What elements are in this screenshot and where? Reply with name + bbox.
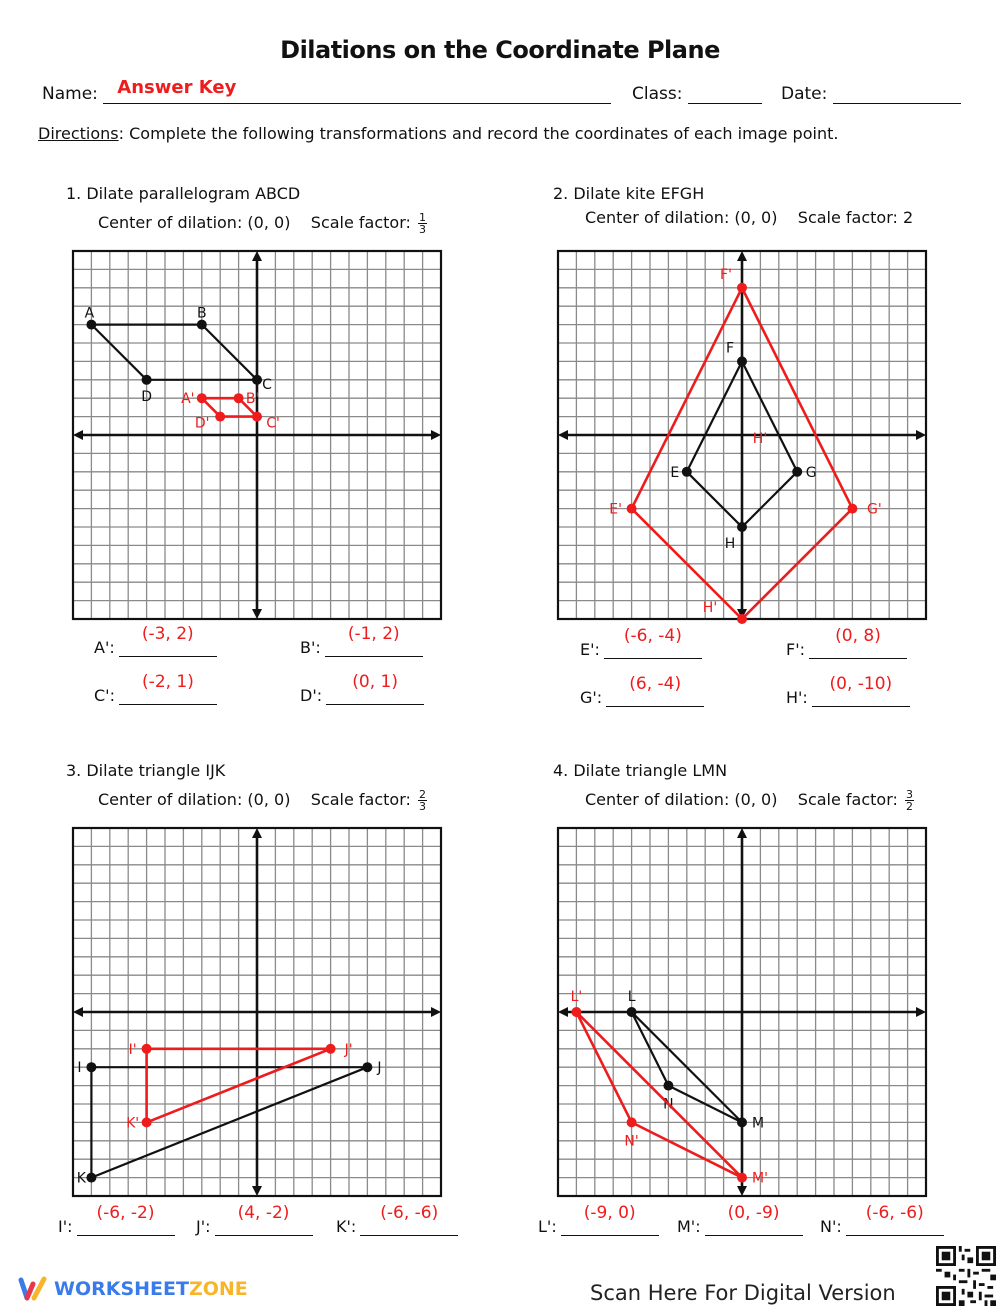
answer-i-field[interactable]: (-6, -2) [77,1215,175,1236]
brand-part2: ZONE [188,1278,248,1300]
svg-text:N: N [663,1096,674,1113]
answer-g-field[interactable]: (6, -4) [606,686,704,707]
directions [38,124,838,143]
answer-d-field[interactable]: (0, 1) [326,684,424,705]
svg-text:D: D [141,388,152,405]
svg-text:G: G [805,464,817,481]
problem-1-title: 1. Dilate parallelogram ABCD [66,184,301,203]
problem-4-title: 4. Dilate triangle LMN [553,761,728,780]
answer-m-field[interactable]: (0, -9) [705,1215,803,1236]
answer-e: E': (-6, -4) [580,638,702,659]
answer-c: C': (-2, 1) [94,684,217,705]
answer-n-field[interactable]: (-6, -6) [846,1215,944,1236]
answer-n: N': (-6, -6) [820,1215,944,1236]
svg-text:H': H' [702,600,718,616]
center-label: Center of dilation: (0, 0) [585,208,778,227]
logo-mark-icon [18,1276,48,1302]
svg-text:M': M' [752,1170,768,1187]
center-label: Center of dilation: (0, 0) [585,790,778,809]
svg-text:J: J [377,1060,382,1077]
problem-4-params [585,789,914,812]
scale-fraction: $\frac{2}{3}$ [419,788,426,813]
svg-text:A: A [84,305,95,322]
answer-i: I': (-6, -2) [58,1215,175,1236]
page-title: Dilations on the Coordinate Plane [280,36,720,64]
svg-text:J': J' [344,1041,353,1058]
svg-text:L: L [627,989,636,1005]
svg-text:H': H' [752,431,768,447]
svg-text:I: I [77,1060,82,1077]
answer-j-field[interactable]: (4, -2) [215,1215,313,1236]
svg-text:F: F [725,340,735,357]
scale-fraction: $\frac{3}{2}$ [906,788,913,813]
date-label: Date: [781,84,828,104]
svg-text:K: K [76,1170,86,1187]
date-field [781,84,961,104]
svg-text:E': E' [609,501,622,518]
class-field [632,84,762,104]
answer-h: H': (0, -10) [786,686,910,707]
scale-label: Scale factor: 2 [797,208,914,227]
qr-code-icon[interactable] [936,1246,996,1306]
answer-k: K': (-6, -6) [336,1215,458,1236]
worksheetzone-logo[interactable] [18,1276,248,1302]
svg-text:C: C [262,376,272,393]
problem-2-params [585,208,913,227]
problem-3-params [98,789,427,812]
answer-g: G': (6, -4) [580,686,704,707]
problem-1-params [98,212,427,235]
answer-j: J': (4, -2) [196,1215,313,1236]
answer-c-field[interactable]: (-2, 1) [119,684,217,705]
svg-text:C': C' [266,415,280,432]
answer-l-field[interactable]: (-9, 0) [561,1215,659,1236]
answer-b-field[interactable]: (-1, 2) [325,636,423,657]
scale-fraction: $\frac{1}{3}$ [419,211,426,236]
svg-text:A': A' [181,391,195,408]
answer-d: D': (0, 1) [300,684,424,705]
answer-a-field[interactable]: (-3, 2) [119,636,217,657]
scale-label: Scale factor: [797,790,898,809]
name-field [42,77,611,104]
svg-text:B: B [196,305,207,322]
answer-m: M': (0, -9) [677,1215,803,1236]
svg-text:I': I' [128,1041,137,1058]
scale-label: Scale factor: [310,790,411,809]
svg-text:N': N' [624,1133,639,1150]
directions-text: : Complete the following transformations and record the coordinates of each image point. [118,124,839,143]
date-line[interactable] [833,85,961,104]
answer-f: F': (0, 8) [786,638,907,659]
class-line[interactable] [688,85,762,104]
coordinate-grid-2[interactable] [558,251,927,620]
answer-e-field[interactable]: (-6, -4) [604,638,702,659]
scan-text: Scan Here For Digital Version [590,1281,896,1305]
answer-h-field[interactable]: (0, -10) [812,686,910,707]
name-label: Name: [42,84,98,104]
class-label: Class: [632,84,683,104]
svg-text:F': F' [720,266,732,283]
scale-label: Scale factor: [310,213,411,232]
svg-text:B': B' [245,391,260,408]
svg-text:D': D' [194,415,210,432]
center-label: Center of dilation: (0, 0) [98,790,291,809]
svg-text:M: M [751,1115,765,1132]
name-line[interactable] [103,77,611,104]
svg-text:G': G' [867,501,882,518]
answer-a: A': (-3, 2) [94,636,217,657]
problem-2-title: 2. Dilate kite EFGH [553,184,705,203]
center-label: Center of dilation: (0, 0) [98,213,291,232]
coordinate-grid-3[interactable] [73,828,442,1197]
answer-b: B': (-1, 2) [300,636,423,657]
svg-text:K': K' [126,1115,140,1132]
svg-text:H: H [724,536,736,552]
brand-part1: WORKSHEET [54,1278,189,1300]
answer-f-field[interactable]: (0, 8) [809,638,907,659]
problem-3-title: 3. Dilate triangle IJK [66,761,226,780]
answer-k-field[interactable]: (-6, -6) [360,1215,458,1236]
svg-text:L': L' [570,989,583,1005]
directions-label: Directions [38,124,119,143]
coordinate-grid-4[interactable] [558,828,927,1197]
answer-l: L': (-9, 0) [538,1215,659,1236]
coordinate-grid-1[interactable] [73,251,442,620]
svg-text:E: E [670,464,680,481]
name-value: Answer Key [117,77,237,98]
